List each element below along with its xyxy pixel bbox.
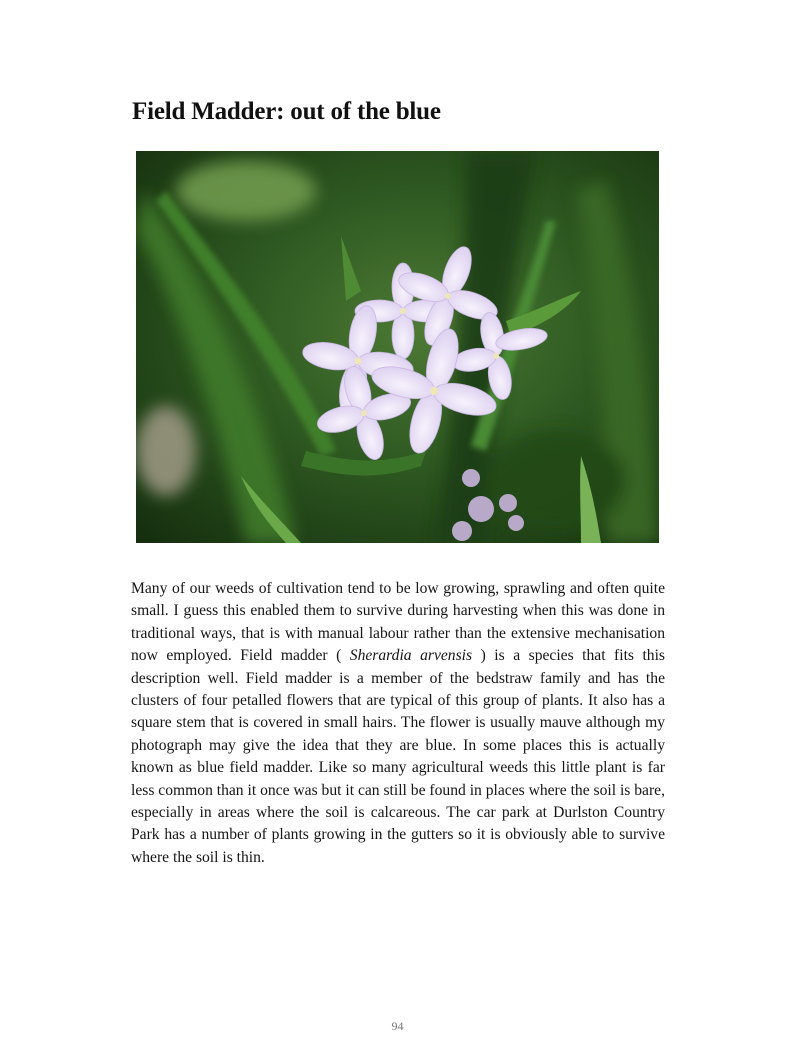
article-body [131,578,665,869]
article-text-part-1: Many of our weeds of cultivation tend to be low growing, sprawling and often quite small. I guess this enabled them to survive during harvesting when this was done in traditional ways, that is with manual labour rather than the extensive mechanisation now employed. Field madder ( [131,580,665,665]
field-madder-photo [136,151,659,543]
species-name: Sherardia arvensis [349,647,473,665]
article-text-part-2: ) is a species that fits this description well. Field madder is a member of the bedstraw family and has the clusters of four petalled flowers that are typical of this group of plants. It also has a square stem that is covered in small hairs. The flower is usually mauve although my photograph may give the idea that they are blue. In some places this is actually known as blue field madder. Like so many agricultural weeds this little plant is far less common than it once was but it can still be found in places where the soil is bare, especially in areas where the soil is calcareous. The car park at Durlston Country Park has a number of plants growing in the gutters so it is obviously able to survive where the soil is thin. [131,647,666,866]
page-title: Field Madder: out of the blue [132,98,441,125]
page-number: 94 [391,1019,404,1033]
